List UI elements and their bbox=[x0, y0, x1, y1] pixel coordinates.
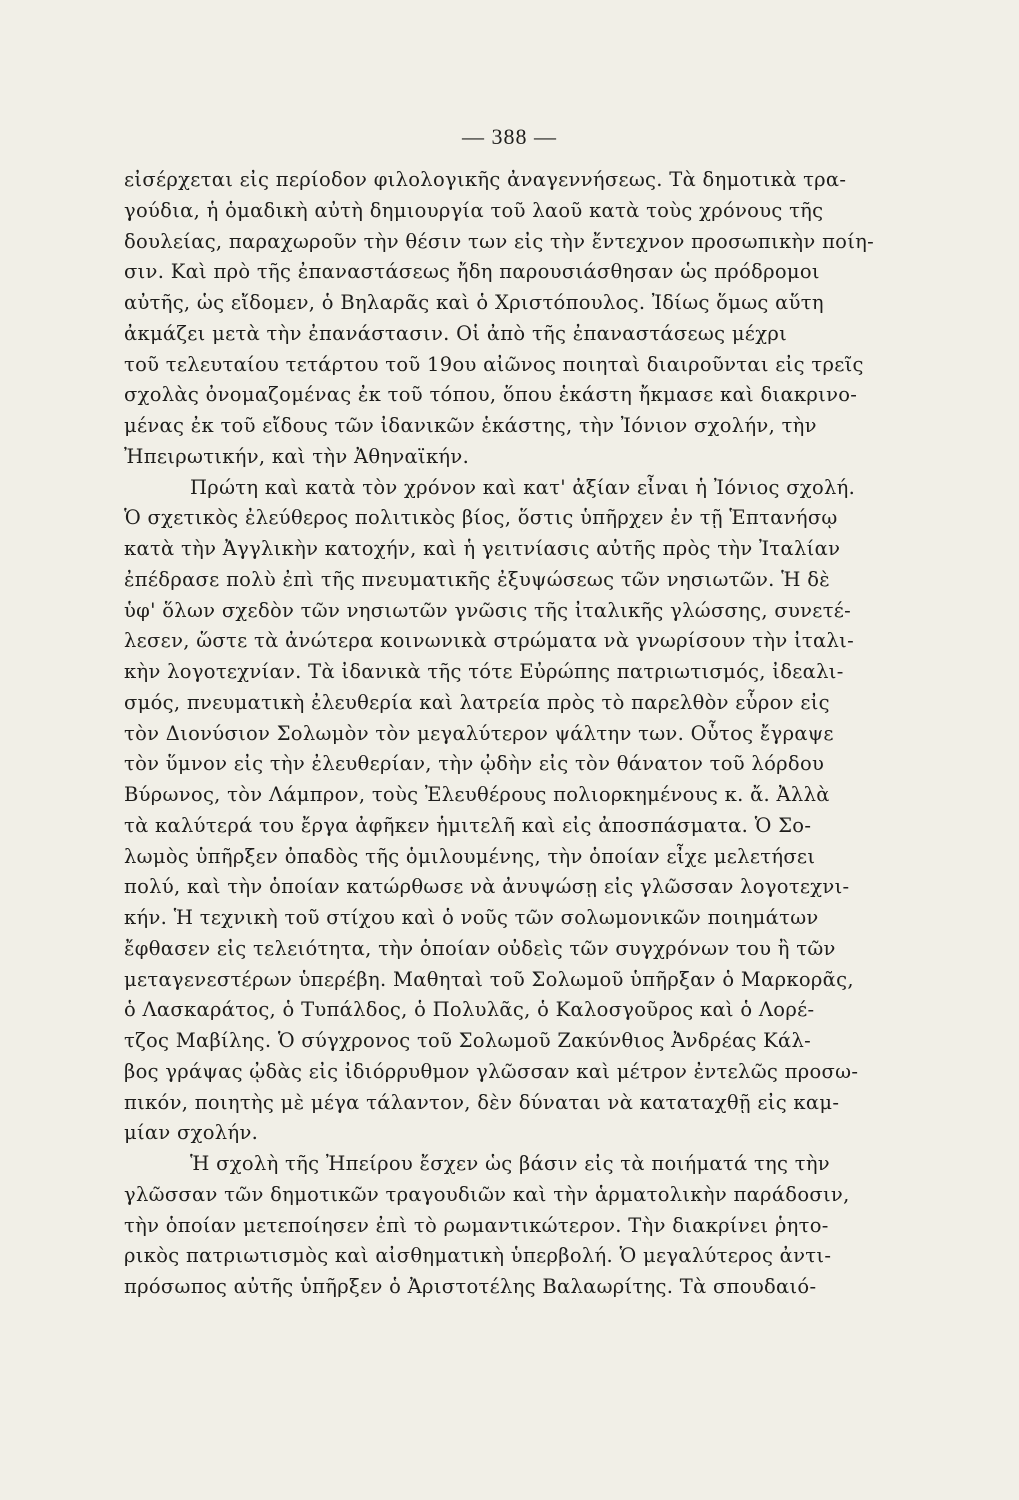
text-line: τοῦ τελευταίου τετάρτου τοῦ 19ου αἰῶνος ποιηταὶ διαιροῦνται εἰς τρεῖς bbox=[124, 353, 864, 376]
text-line: Βύρωνος, τὸν Λάμπρον, τοὺς Ἐλευθέρους πολιορκημένους κ. ἄ. Ἀλλὰ bbox=[124, 783, 830, 806]
text-line: σχολὰς ὀνομαζομένας ἐκ τοῦ τόπου, ὅπου ἑκάστη ἤκμασε καὶ διακρινο- bbox=[124, 383, 858, 406]
text-line: ὁ Λασκαράτος, ὁ Τυπάλδος, ὁ Πολυλᾶς, ὁ Καλοσγοῦρος καὶ ὁ Λορέ- bbox=[124, 998, 815, 1021]
text-line: γλῶσσαν τῶν δημοτικῶν τραγουδιῶν καὶ τὴν ἁρματολικὴν παράδοσιν, bbox=[124, 1183, 850, 1206]
text-line: εἰσέρχεται εἰς περίοδον φιλολογικῆς ἀναγεννήσεως. Τὰ δημοτικὰ τρα- bbox=[124, 168, 847, 191]
text-line: Πρώτη καὶ κατὰ τὸν χρόνον καὶ κατ' ἀξίαν εἶναι ἡ Ἰόνιος σχολή. bbox=[190, 476, 856, 499]
text-line: τὸν ὕμνον εἰς τὴν ἐλευθερίαν, τὴν ᾠδὴν εἰς τὸν θάνατον τοῦ λόρδου bbox=[124, 752, 825, 775]
text-line: μένας ἐκ τοῦ εἴδους τῶν ἰδανικῶν ἑκάστης, τὴν Ἰόνιον σχολήν, τὴν bbox=[124, 414, 817, 437]
text-line: ἀκμάζει μετὰ τὴν ἐπανάστασιν. Οἱ ἀπὸ τῆς ἐπαναστάσεως μέχρι bbox=[124, 322, 788, 345]
text-line: σιν. Καὶ πρὸ τῆς ἐπαναστάσεως ἤδη παρουσιάσθησαν ὡς πρόδρομοι bbox=[124, 260, 820, 283]
text-line: κατὰ τὴν Ἀγγλικὴν κατοχήν, καὶ ἡ γειτνίασις αὐτῆς πρὸς τὴν Ἰταλίαν bbox=[124, 537, 841, 560]
text-line: πικόν, ποιητὴς μὲ μέγα τάλαντον, δὲν δύναται νὰ καταταχθῇ εἰς καμ- bbox=[124, 1091, 840, 1114]
text-line: σμός, πνευματικὴ ἐλευθερία καὶ λατρεία πρὸς τὸ παρελθὸν εὗρον εἰς bbox=[124, 691, 830, 714]
text-line: Ἡ σχολὴ τῆς Ἠπείρου ἔσχεν ὡς βάσιν εἰς τὰ ποιήματά της τὴν bbox=[190, 1152, 830, 1175]
text-line: λωμὸς ὑπῆρξεν ὀπαδὸς τῆς ὁμιλουμένης, τὴν ὁποίαν εἶχε μελετήσει bbox=[124, 845, 816, 868]
text-line: ρικὸς πατριωτισμὸς καὶ αἰσθηματικὴ ὑπερβολή. Ὁ μεγαλύτερος ἀντι- bbox=[124, 1244, 832, 1267]
text-line: πολύ, καὶ τὴν ὁποίαν κατώρθωσε νὰ ἀνυψώσῃ εἰς γλῶσσαν λογοτεχνι- bbox=[124, 875, 850, 898]
text-line: τὴν ὁποίαν μετεποίησεν ἐπὶ τὸ ρωμαντικώτερον. Τὴν διακρίνει ῥητο- bbox=[124, 1214, 829, 1237]
text-line: τὸν Διονύσιον Σολωμὸν τὸν μεγαλύτερον ψάλτην των. Οὗτος ἔγραψε bbox=[124, 722, 834, 745]
text-line: ἔφθασεν εἰς τελειότητα, τὴν ὁποίαν οὐδεὶς τῶν συγχρόνων του ἢ τῶν bbox=[124, 937, 836, 960]
text-line: βος γράψας ᾠδὰς εἰς ἰδιόρρυθμον γλῶσσαν καὶ μέτρον ἐντελῶς προσω- bbox=[124, 1060, 859, 1083]
text-line: γούδια, ἡ ὁμαδικὴ αὐτὴ δημιουργία τοῦ λαοῦ κατὰ τοὺς χρόνους τῆς bbox=[124, 199, 824, 222]
text-line: κήν. Ἡ τεχνικὴ τοῦ στίχου καὶ ὁ νοῦς τῶν σολωμονικῶν ποιημάτων bbox=[124, 906, 819, 929]
text-line: τὰ καλύτερά του ἔργα ἀφῆκεν ἡμιτελῆ καὶ εἰς ἀποσπάσματα. Ὁ Σο- bbox=[124, 814, 812, 837]
text-line: λεσεν, ὥστε τὰ ἀνώτερα κοινωνικὰ στρώματα νὰ γνωρίσουν τὴν ἰταλι- bbox=[124, 629, 854, 652]
text-line: δουλείας, παραχωροῦν τὴν θέσιν των εἰς τὴν ἔντεχνον προσωπικὴν ποίη- bbox=[124, 230, 875, 253]
text-line: μίαν σχολήν. bbox=[124, 1121, 259, 1144]
text-line: πρόσωπος αὐτῆς ὑπῆρξεν ὁ Ἀριστοτέλης Βαλαωρίτης. Τὰ σπουδαιό- bbox=[124, 1275, 817, 1298]
text-line: ἐπέδρασε πολὺ ἐπὶ τῆς πνευματικῆς ἐξυψώσεως τῶν νησιωτῶν. Ἡ δὲ bbox=[124, 568, 831, 591]
text-line: αὐτῆς, ὡς εἴδομεν, ὁ Βηλαρᾶς καὶ ὁ Χριστόπουλος. Ἰδίως ὅμως αὕτη bbox=[124, 291, 824, 314]
text-line: Ἠπειρωτικήν, καὶ τὴν Ἀθηναϊκήν. bbox=[124, 445, 470, 468]
text-line: κὴν λογοτεχνίαν. Τὰ ἰδανικὰ τῆς τότε Εὐρώπης πατριωτισμός, ἰδεαλι- bbox=[124, 660, 844, 683]
text-line: τζος Μαβίλης. Ὁ σύγχρονος τοῦ Σολωμοῦ Ζακύνθιος Ἀνδρέας Κάλ- bbox=[124, 1029, 812, 1052]
text-line: Ὁ σχετικὸς ἐλεύθερος πολιτικὸς βίος, ὅστις ὑπῆρχεν ἐν τῇ Ἑπτανήσῳ bbox=[124, 506, 838, 529]
page-number: — 388 — bbox=[462, 124, 557, 149]
text-line: ὑφ' ὅλων σχεδὸν τῶν νησιωτῶν γνῶσις τῆς ἰταλικῆς γλώσσης, συνετέ- bbox=[124, 599, 852, 622]
text-line: μεταγενεστέρων ὑπερέβη. Μαθηταὶ τοῦ Σολωμοῦ ὑπῆρξαν ὁ Μαρκορᾶς, bbox=[124, 968, 854, 991]
